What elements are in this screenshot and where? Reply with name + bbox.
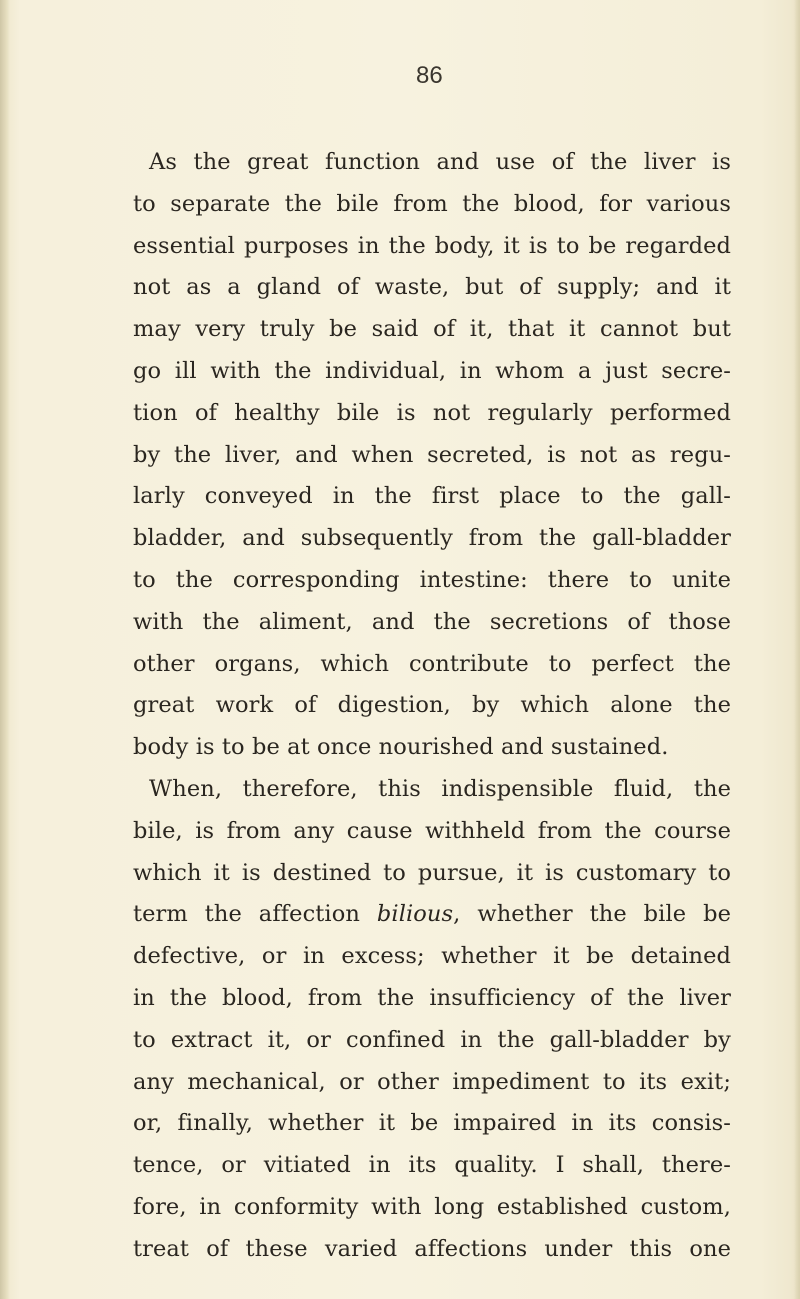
text-line: essential purposes in the body, it is to be regarded <box>133 232 731 259</box>
text-line: larly conveyed in the first place to the gall- <box>133 483 731 510</box>
text-line: in the blood, from the insufficiency of the liver <box>133 984 731 1011</box>
text-line: tion of healthy bile is not regularly performed <box>133 399 731 426</box>
italic-term: bilious <box>376 901 454 928</box>
text-line: to extract it, or confined in the gall-bladder by <box>133 1026 731 1053</box>
text-fragment: , whether the bile be <box>453 901 731 928</box>
text-line: bladder, and subsequently from the gall-bladder <box>133 525 731 552</box>
body-text <box>133 142 731 1271</box>
text-line: may very truly be said of it, that it cannot but <box>133 316 731 343</box>
text-line: go ill with the individual, in whom a just secre- <box>133 357 731 384</box>
text-line: treat of these varied affections under this one <box>133 1235 731 1262</box>
page-edge-shadow <box>794 0 800 1299</box>
page-binding-shadow <box>0 0 10 1299</box>
text-line: not as a gland of waste, but of supply; and it <box>133 274 731 301</box>
text-line: bile, is from any cause withheld from the course <box>133 817 731 844</box>
text-line: or, finally, whether it be impaired in its consis- <box>133 1110 731 1137</box>
text-line: defective, or in excess; whether it be detained <box>133 943 731 970</box>
page-number: 86 <box>416 62 443 89</box>
text-line: tence, or vitiated in its quality. I shall, there- <box>133 1152 731 1179</box>
text-line: body is to be at once nourished and sustained. <box>133 734 669 761</box>
text-line: to separate the bile from the blood, for various <box>133 190 731 217</box>
text-fragment: term the affection <box>133 901 377 928</box>
text-line: to the corresponding intestine: there to unite <box>133 566 731 593</box>
text-line: great work of digestion, by which alone the <box>133 692 731 719</box>
text-line: any mechanical, or other impediment to its exit; <box>133 1068 731 1095</box>
text-line: As the great function and use of the liver is <box>149 149 731 175</box>
text-line: fore, in conformity with long established custom, <box>133 1193 731 1220</box>
text-line: other organs, which contribute to perfect the <box>133 650 731 677</box>
text-line: with the aliment, and the secretions of those <box>133 608 731 635</box>
text-line: When, therefore, this indispensible fluid, the <box>149 775 731 802</box>
text-line-with-italic <box>133 894 731 936</box>
text-line: by the liver, and when secreted, is not as regu- <box>133 441 731 468</box>
text-line: which it is destined to pursue, it is customary to <box>133 859 731 886</box>
